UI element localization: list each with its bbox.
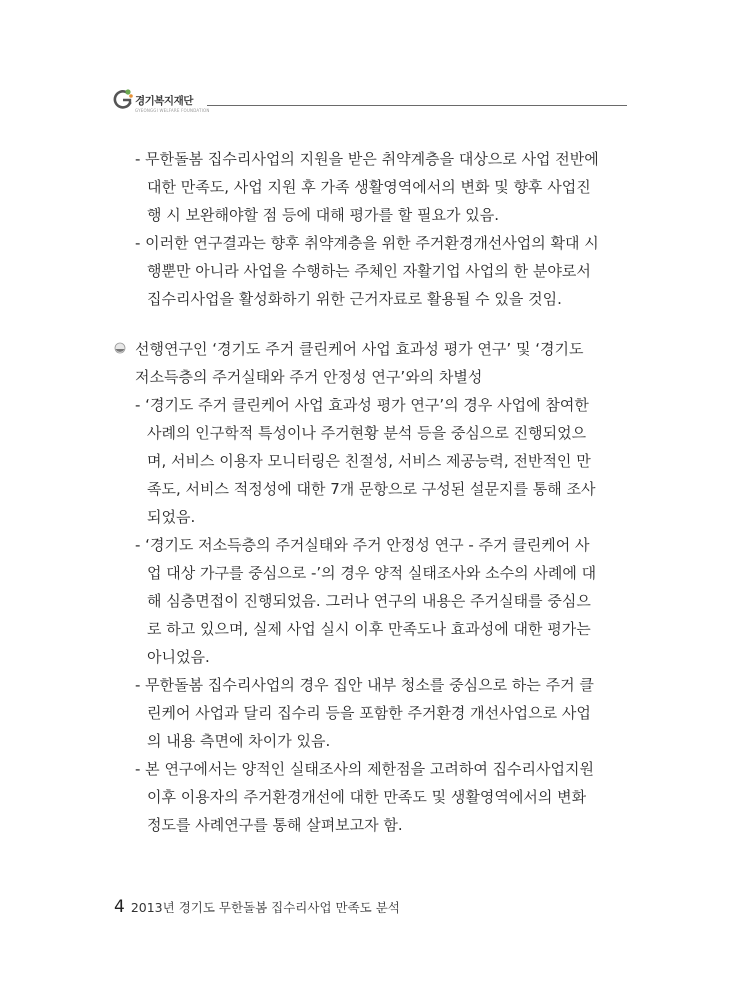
text-line: 업 대상 가구를 중심으로 -’의 경우 양적 실태조사와 소수의 사례에 대 <box>147 564 597 582</box>
text-line: 의 내용 측면에 차이가 있음. <box>147 732 331 750</box>
page-number: 4 <box>114 897 125 917</box>
text-line: 행 시 보완해야할 점 등에 대해 평가를 할 필요가 있음. <box>147 206 499 224</box>
logo-mark-icon <box>113 88 133 112</box>
text-line: - ‘경기도 저소득층의 주거실태와 주거 안정성 연구 - 주거 클린케어 사 <box>135 536 590 554</box>
footer-book-title: 2013년 경기도 무한돌봄 집수리사업 만족도 분석 <box>130 900 400 915</box>
text-line: 되었음. <box>147 508 196 526</box>
text-line: 집수리사업을 활성화하기 위한 근거자료로 활용될 수 있을 것임. <box>147 290 562 308</box>
text-line: 이후 이용자의 주거환경개선에 대한 만족도 및 생활영역에서의 변화 <box>147 788 587 806</box>
text-line: 족도, 서비스 적정성에 대한 7개 문항으로 구성된 설문지를 통해 조사 <box>147 480 596 498</box>
section-heading: 선행연구인 ‘경기도 주거 클린케어 사업 효과성 평가 연구’ 및 ‘경기도 <box>135 340 584 358</box>
text-line: 정도를 사례연구를 통해 살펴보고자 함. <box>147 816 403 834</box>
text-line: - ‘경기도 주거 클린케어 사업 효과성 평가 연구’의 경우 사업에 참여한 <box>135 396 589 414</box>
section-heading: 저소득층의 주거실태와 주거 안정성 연구’와의 차별성 <box>135 368 483 386</box>
page-footer <box>114 897 400 917</box>
text-line: 행뿐만 아니라 사업을 수행하는 주체인 자활기업 사업의 한 분야로서 <box>147 262 591 280</box>
text-line: 해 심층면접이 진행되었음. 그러나 연구의 내용은 주거실태를 중심으 <box>147 592 591 610</box>
text-line: 며, 서비스 이용자 모니터링은 친절성, 서비스 제공능력, 전반적인 만 <box>147 452 591 470</box>
org-name: 경기복지재단 <box>135 95 193 107</box>
text-line: - 본 연구에서는 양적인 실태조사의 제한점을 고려하여 집수리사업지원 <box>135 760 595 778</box>
text-line: - 이러한 연구결과는 향후 취약계층을 위한 주거환경개선사업의 확대 시 <box>135 234 599 252</box>
section-bullet-icon <box>114 342 126 354</box>
text-line: - 무한돌봄 집수리사업의 경우 집안 내부 청소를 중심으로 하는 주거 클 <box>135 676 594 694</box>
org-subtitle: GYEONGGI WELFARE FOUNDATION <box>135 108 210 113</box>
text-line: - 무한돌봄 집수리사업의 지원을 받은 취약계층을 대상으로 사업 전반에 <box>135 150 599 168</box>
text-line: 대한 만족도, 사업 지원 후 가족 생활영역에서의 변화 및 향후 사업진 <box>147 178 591 196</box>
text-line: 린케어 사업과 달리 집수리 등을 포함한 주거환경 개선사업으로 사업 <box>147 704 591 722</box>
header-rule <box>207 105 627 106</box>
text-line: 로 하고 있으며, 실제 사업 실시 이후 만족도나 효과성에 대한 평가는 <box>147 620 591 638</box>
text-line: 사례의 인구학적 특성이나 주거현황 분석 등을 중심으로 진행되었으 <box>147 424 587 442</box>
page-header <box>113 88 627 124</box>
text-line: 아니었음. <box>147 648 210 666</box>
